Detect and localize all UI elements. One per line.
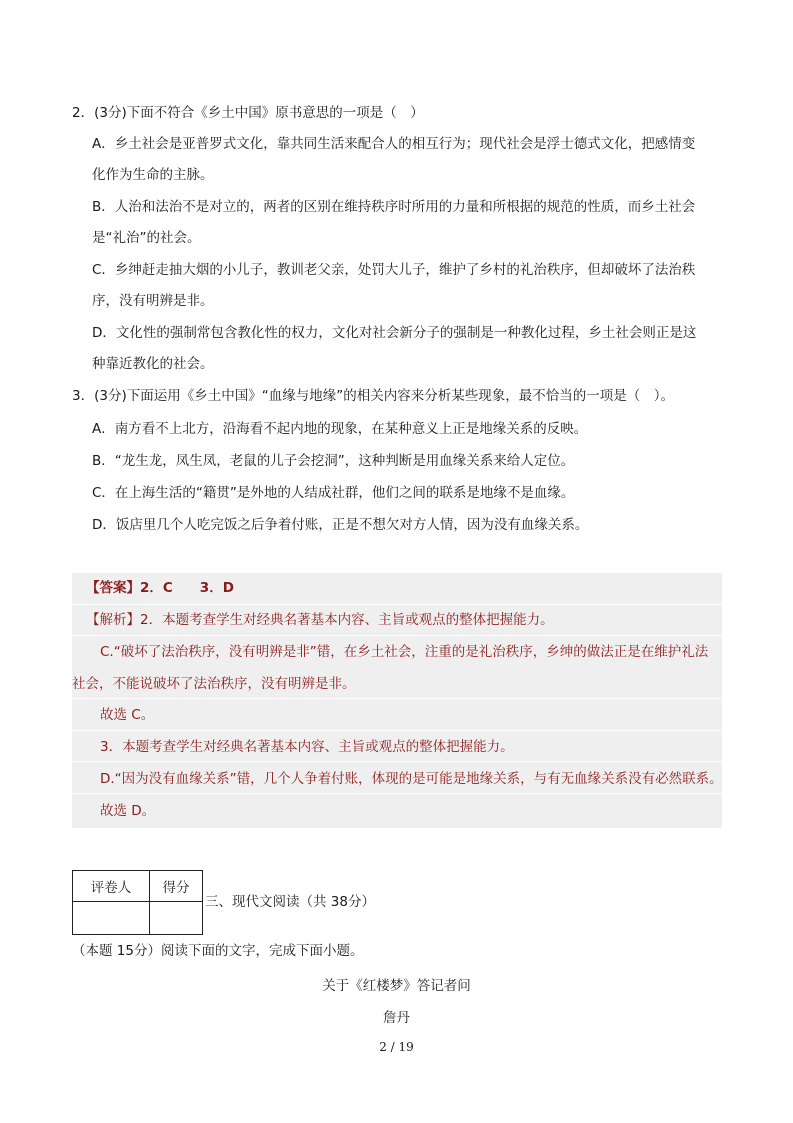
score-header: 得分	[150, 871, 203, 902]
page-number: 2 / 19	[379, 1040, 414, 1054]
q3-option-b: B．“龙生龙，凤生凤，老鼠的儿子会挖洞”，这种判断是用血缘关系来给人定位。	[92, 453, 575, 469]
answer-line: 【答案】2．C 3．D	[86, 580, 234, 596]
article-title: 关于《红楼梦》答记者问	[322, 978, 471, 994]
score-table	[72, 870, 203, 935]
section-intro: （本题 15分）阅读下面的文字，完成下面小题。	[72, 943, 364, 959]
analysis-q3-title: 3．本题考查学生对经典名著基本内容、主旨或观点的整体把握能力。	[100, 739, 514, 755]
choose-d: 故选 D。	[100, 803, 156, 819]
answer-analysis-box	[72, 573, 722, 828]
q2-option-b-line2: 是“礼治”的社会。	[92, 230, 201, 246]
choose-c: 故选 C。	[100, 707, 155, 723]
q2-option-d-line2: 种靠近教化的社会。	[92, 356, 214, 372]
q2-option-c-line2: 序，没有明辨是非。	[92, 293, 214, 309]
q2-option-c-line1: C．乡绅赶走抽大烟的小儿子，教训老父亲，处罚大儿子，维护了乡村的礼治秩序，但却破坏了法治秩	[92, 262, 696, 278]
analysis-c-line1: C.“破坏了法治秩序，没有明辨是非”错，在乡土社会，注重的是礼治秩序，乡绅的做法正是在维护礼法	[100, 644, 709, 660]
question-3-stem: 3．(3分)下面运用《乡土中国》“血缘与地缘”的相关内容来分析某些现象，最不恰当的一项是（ ）。	[72, 388, 674, 404]
grader-header: 评卷人	[73, 871, 150, 902]
q2-option-a-line2: 化作为生命的主脉。	[92, 167, 214, 183]
grader-cell[interactable]	[73, 902, 150, 935]
analysis-c-line2: 社会，不能说破坏了法治秩序，没有明辨是非。	[72, 676, 356, 692]
q3-option-a: A．南方看不上北方，沿海看不起内地的现象，在某种意义上正是地缘关系的反映。	[92, 421, 588, 437]
analysis-title: 【解析】2．本题考查学生对经典名著基本内容、主旨或观点的整体把握能力。	[86, 612, 554, 628]
question-2-stem: 2．(3分)下面不符合《乡土中国》原书意思的一项是（ ）	[72, 105, 424, 121]
q2-option-b-line1: B．人治和法治不是对立的，两者的区别在维持秩序时所用的力量和所根据的规范的性质，而乡土社会	[92, 199, 696, 215]
score-cell[interactable]	[150, 902, 203, 935]
article-author: 詹丹	[383, 1010, 410, 1026]
q3-option-c: C．在上海生活的“籍贯”是外地的人结成社群，他们之间的联系是地缘不是血缘。	[92, 485, 575, 501]
q2-option-d-line1: D．文化性的强制常包含教化性的权力，文化对社会新分子的强制是一种教化过程，乡土社会则正是这	[92, 325, 697, 341]
section-title: 三、现代文阅读（共 38分）	[205, 894, 375, 910]
analysis-d-line: D.“因为没有血缘关系”错，几个人争着付账，体现的是可能是地缘关系，与有无血缘关系没有必然联系。	[100, 771, 723, 787]
q3-option-d: D．饭店里几个人吃完饭之后争着付账，正是不想欠对方人情，因为没有血缘关系。	[92, 517, 589, 533]
q2-option-a-line1: A．乡土社会是亚普罗式文化，靠共同生活来配合人的相互行为；现代社会是浮士德式文化，把感情变	[92, 136, 696, 152]
